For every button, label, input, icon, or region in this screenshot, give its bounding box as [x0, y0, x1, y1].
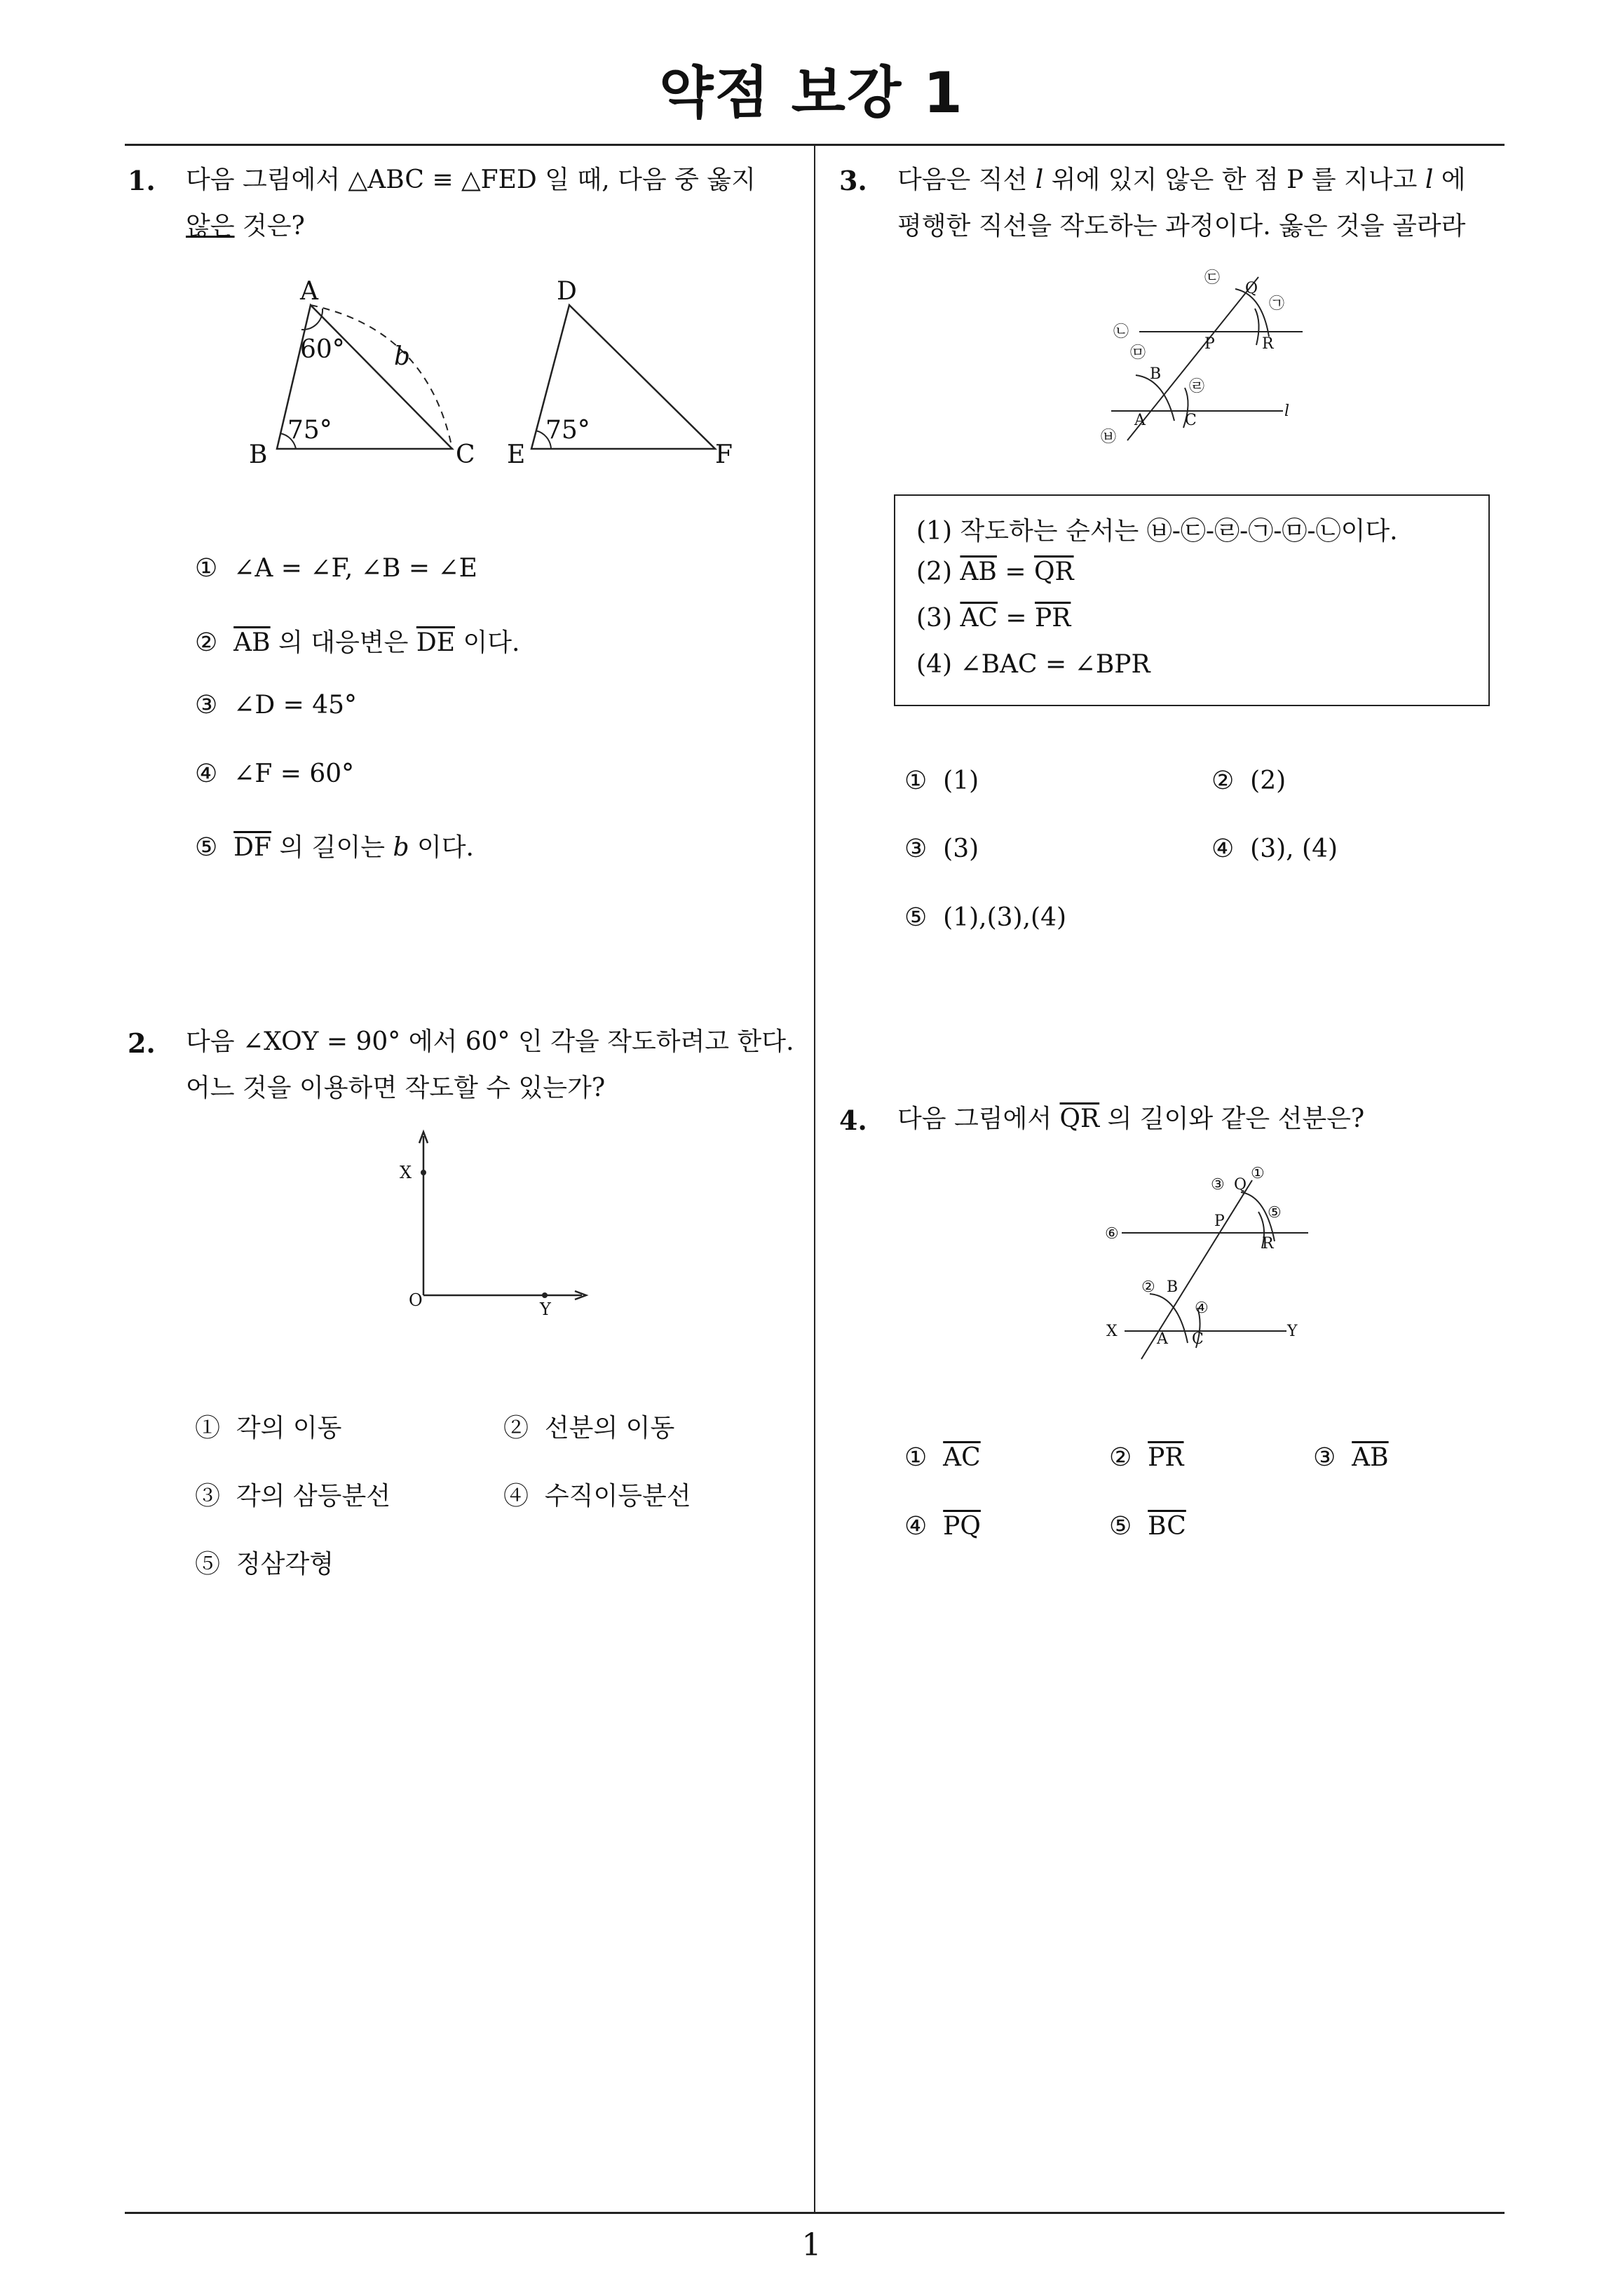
- q1-option-1[interactable]: ① ∠A = ∠F, ∠B = ∠E: [195, 554, 477, 583]
- q3-statement-box: [894, 494, 1490, 706]
- label-y: Y: [1287, 1323, 1298, 1340]
- statement-1: (1) 작도하는 순서는 ㉥-㉢-㉣-㉠-㉤-㉡이다.: [916, 517, 1398, 546]
- label-p: P: [1204, 335, 1215, 353]
- label-p: P: [1214, 1213, 1225, 1230]
- q3-text-line2: 평행한 직선을 작도하는 과정이다. 옳은 것을 골라라: [897, 212, 1466, 241]
- vertex-f: F: [715, 440, 733, 469]
- q4-option-4[interactable]: ④ $\overline{PQ}$: [904, 1512, 981, 1541]
- label-x: X: [1106, 1323, 1118, 1340]
- q4-option-1[interactable]: ① $\overline{AC}$: [904, 1443, 981, 1472]
- q1-option-4[interactable]: ④ ∠F = 60°: [195, 759, 355, 788]
- footer-rule: [125, 2212, 1505, 2214]
- q3-figure: [1094, 266, 1304, 456]
- circ-4: ④: [1195, 1299, 1209, 1317]
- vertex-d: D: [557, 277, 577, 306]
- q1-option-5[interactable]: ⑤ $\overline{DF}$ 의 길이는 b 이다.: [195, 833, 474, 862]
- q1-option-2[interactable]: ② $\overline{AB}$ 의 대응변은 $\overline{DE}$ 이다.: [195, 628, 520, 657]
- label-l: l: [1284, 403, 1290, 420]
- circ-6: ⑥: [1105, 1225, 1119, 1243]
- page-number: 1: [801, 2227, 822, 2263]
- circ-1: ①: [1251, 1165, 1265, 1182]
- q2-option-4[interactable]: ④ 수직이등분선: [503, 1482, 691, 1511]
- label-o: O: [409, 1290, 423, 1310]
- label-q: Q: [1245, 280, 1258, 297]
- q2-option-5[interactable]: ⑤ 정삼각형: [195, 1550, 334, 1579]
- circ-2: ②: [1141, 1278, 1155, 1296]
- angle-a-label: 60°: [300, 335, 345, 364]
- angle-b-label: 75°: [287, 416, 332, 445]
- q1-text-line1: 다음 그림에서 △ABC ≡ △FED 일 때, 다음 중 옳지: [186, 166, 756, 194]
- q3-number: 3.: [839, 165, 867, 196]
- vertex-b: B: [249, 440, 268, 469]
- vertex-c: C: [456, 440, 475, 469]
- q2-option-2[interactable]: ② 선분의 이동: [503, 1414, 675, 1443]
- label-y: Y: [540, 1299, 551, 1318]
- circ-c6: ㉥: [1101, 428, 1117, 446]
- q2-text-line2: 어느 것을 이용하면 작도할 수 있는가?: [186, 1074, 606, 1102]
- statement-4: (4) ∠BAC = ∠BPR: [916, 650, 1150, 679]
- circ-5: ⑤: [1268, 1204, 1282, 1222]
- q4-option-5[interactable]: ⑤ $\overline{BC}$: [1109, 1512, 1186, 1541]
- q1-option-3[interactable]: ③ ∠D = 45°: [195, 691, 358, 720]
- label-b: B: [1167, 1278, 1179, 1296]
- q1-number: 1.: [128, 165, 156, 196]
- vertex-a: A: [300, 277, 318, 306]
- angle-a-arc: [301, 309, 322, 330]
- q3-text: [897, 157, 1466, 250]
- circ-3: ③: [1211, 1176, 1225, 1194]
- q1-text-line2: 않은 것은?: [186, 212, 305, 241]
- label-b: B: [1150, 365, 1162, 383]
- circ-c1: ㉠: [1269, 295, 1285, 313]
- q4-text: 다음 그림에서 $\overline{QR}$ 의 길이와 같은 선분은?: [897, 1105, 1365, 1133]
- q2-text-line1: 다음 ∠XOY = 90° 에서 60° 인 각을 작도하려고 한다.: [186, 1027, 794, 1056]
- q3-option-3[interactable]: ③ (3): [904, 835, 979, 863]
- q4-figure: [1094, 1157, 1318, 1368]
- q3-option-5[interactable]: ⑤ (1),(3),(4): [904, 903, 1067, 932]
- label-c: C: [1185, 412, 1197, 429]
- q3-text-line1: 다음은 직선 l 위에 있지 않은 한 점 P 를 지나고 l 에: [897, 166, 1466, 194]
- column-divider: [814, 144, 815, 2213]
- q1-text: [186, 157, 756, 250]
- label-x: X: [400, 1163, 412, 1182]
- statement-2: (2) $\overline{AB} = \overline{QR}$: [916, 558, 1074, 586]
- q2-option-1[interactable]: ① 각의 이동: [195, 1414, 342, 1443]
- q4-option-3[interactable]: ③ $\overline{AB}$: [1313, 1443, 1389, 1472]
- vertex-e: E: [507, 440, 526, 469]
- circ-c4: ㉣: [1189, 378, 1205, 396]
- angle-e-label: 75°: [545, 416, 590, 445]
- circ-c2: ㉡: [1113, 323, 1129, 341]
- label-r: R: [1262, 1235, 1274, 1252]
- q3-option-1[interactable]: ① (1): [904, 767, 979, 795]
- label-a: A: [1134, 412, 1146, 429]
- label-a: A: [1157, 1330, 1168, 1348]
- q4-option-2[interactable]: ② $\overline{PR}$: [1109, 1443, 1184, 1472]
- statement-3: (3) $\overline{AC} = \overline{PR}$: [916, 604, 1071, 633]
- circ-c3: ㉢: [1204, 269, 1221, 287]
- q1-figure: [238, 270, 757, 480]
- q2-number: 2.: [128, 1027, 156, 1059]
- side-b-label: b: [394, 342, 411, 371]
- circ-c5: ㉤: [1130, 344, 1146, 362]
- label-c: C: [1192, 1330, 1204, 1348]
- q2-option-3[interactable]: ③ 각의 삼등분선: [195, 1482, 391, 1511]
- q1-emphasis: 않은: [186, 212, 235, 241]
- q3-option-4[interactable]: ④ (3), (4): [1211, 835, 1338, 863]
- label-q: Q: [1234, 1176, 1247, 1194]
- q3-option-2[interactable]: ② (2): [1211, 767, 1286, 795]
- q2-figure: [393, 1122, 596, 1318]
- label-r: R: [1262, 335, 1274, 353]
- page-title: 약점 보강 1: [659, 60, 964, 126]
- q2-text: [186, 1019, 794, 1112]
- q4-number: 4.: [839, 1105, 867, 1136]
